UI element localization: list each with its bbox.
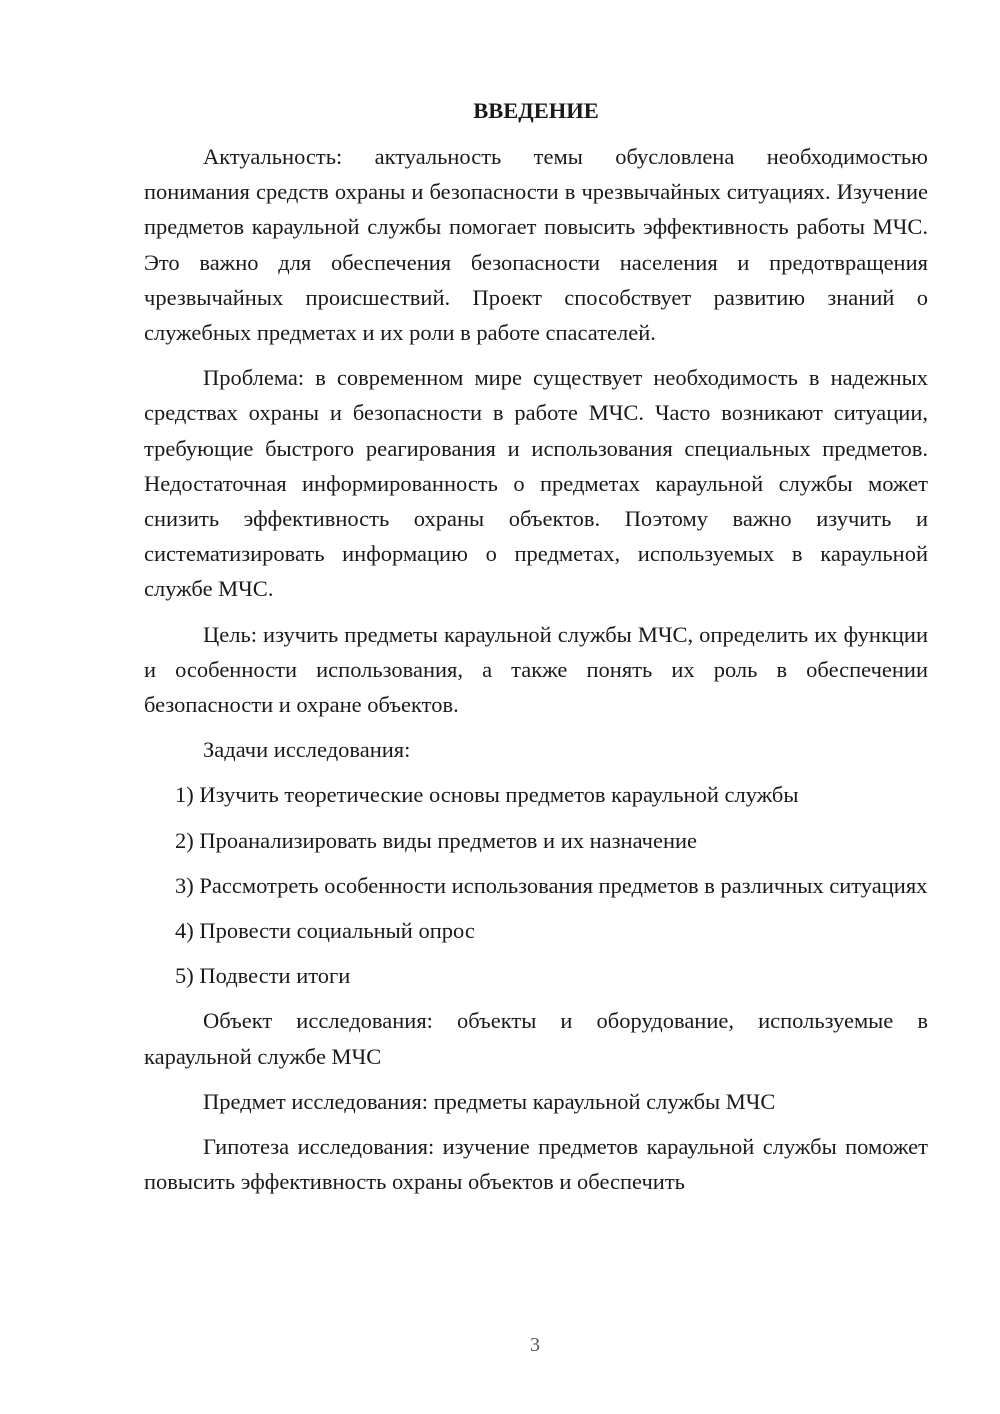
task-item bbox=[144, 913, 928, 948]
task-item bbox=[144, 958, 928, 993]
task-item bbox=[144, 777, 928, 812]
task-number: 2) bbox=[175, 827, 194, 853]
page-number: 3 bbox=[530, 1334, 540, 1356]
problem-paragraph: Проблема: в современном мире существует необходимость в надежных средствах охраны и безопасности в работе МЧС. Часто возникают ситуации, требующие быстрого реагирования и использования специальных предметов. Недостаточная информированность о предметах караульной службы может снизить эффективность охраны объектов. Поэтому важно изучить и систематизировать информацию о предметах, используемых в караульной службе МЧС. bbox=[144, 365, 928, 602]
relevance-paragraph: Актуальность: актуальность темы обусловлена необходимостью понимания средств охраны и безопасности в чрезвычайных ситуациях. Изучение предметов караульной службы помогает повысить эффективность работы МЧС. Это важно для обеспечения безопасности населения и предотвращения чрезвычайных происшествий. Проект способствует развитию знаний о служебных предметах и их роли в работе спасателей. bbox=[144, 144, 928, 346]
task-text: Проанализировать виды предметов и их назначение bbox=[199, 827, 698, 853]
goal-paragraph: Цель: изучить предметы караульной службы МЧС, определить их функции и особенности использования, а также понять их роль в обеспечении безопасности и охране объектов. bbox=[144, 621, 928, 718]
task-number: 4) bbox=[175, 918, 194, 944]
task-text: Изучить теоретические основы предметов караульной службы bbox=[199, 782, 799, 808]
task-text: Рассмотреть особенности использования предметов в различных ситуациях bbox=[199, 872, 928, 898]
page-body bbox=[144, 96, 928, 1209]
task-number: 1) bbox=[175, 782, 194, 808]
subject-paragraph: Предмет исследования: предметы караульной службы МЧС bbox=[203, 1088, 776, 1114]
tasks-heading: Задачи исследования: bbox=[203, 737, 411, 763]
task-text: Подвести итоги bbox=[199, 963, 351, 989]
task-number: 3) bbox=[175, 872, 194, 898]
task-text: Провести социальный опрос bbox=[199, 918, 475, 944]
hypothesis-paragraph: Гипотеза исследования: изучение предметов караульной службы поможет повысить эффективность охраны объектов и обеспечить bbox=[144, 1134, 928, 1195]
task-number: 5) bbox=[175, 963, 194, 989]
task-item bbox=[144, 823, 928, 858]
section-heading: ВВЕДЕНИЕ bbox=[473, 98, 599, 123]
object-paragraph: Объект исследования: объекты и оборудование, используемые в караульной службе МЧС bbox=[144, 1008, 928, 1069]
task-item bbox=[144, 868, 928, 903]
